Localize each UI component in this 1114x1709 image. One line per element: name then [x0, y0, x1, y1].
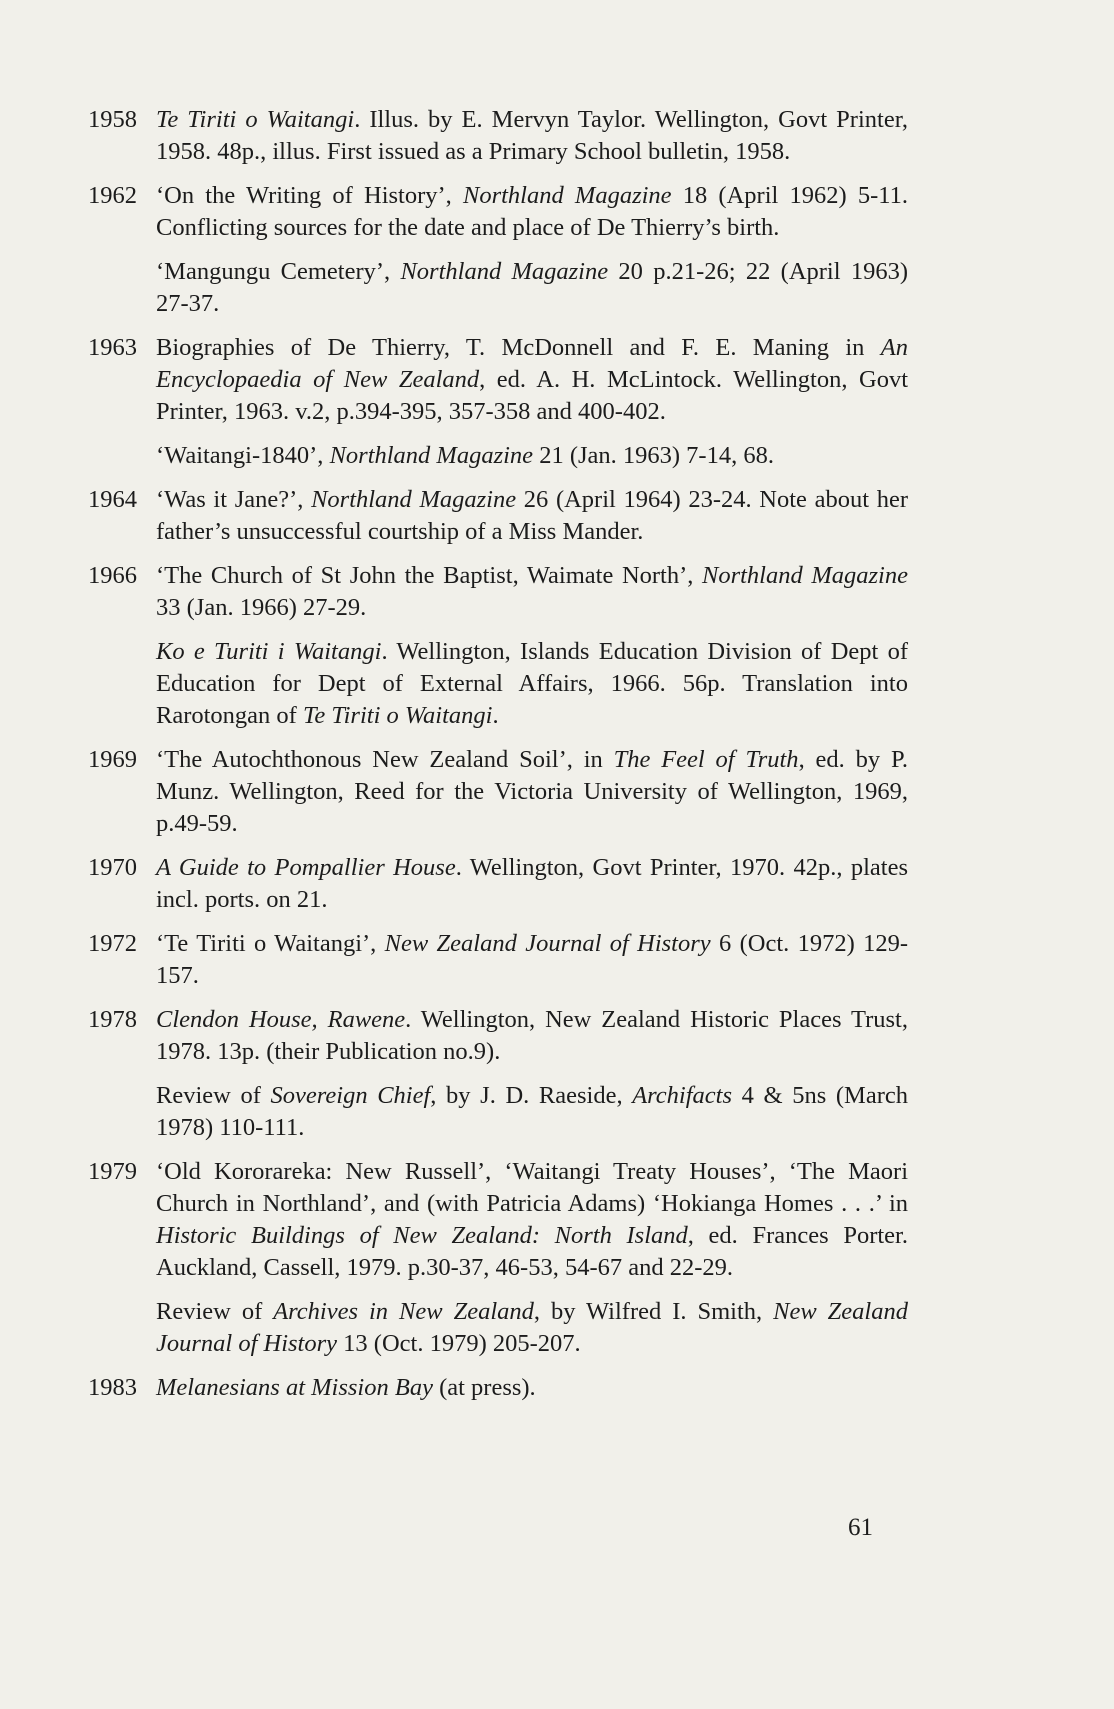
text-run: Biographies of De Thierry, T. McDonnell and F. E. Maning in — [156, 334, 881, 361]
italic-title: Archives in New Zealand — [273, 1298, 534, 1325]
page-number: 61 — [848, 1514, 873, 1541]
bibliography-entry — [88, 928, 908, 992]
italic-title: Te Tiriti o Waitangi — [156, 106, 355, 133]
italic-title: Clendon House, Rawene — [156, 1006, 406, 1033]
italic-title: New Zealand Journal of History — [384, 930, 711, 957]
entry-year: 1963 — [88, 334, 137, 361]
entry-year: 1978 — [88, 1006, 137, 1033]
bibliography-entry — [88, 852, 908, 916]
entry-text — [156, 1296, 908, 1360]
text-run: Review of — [156, 1298, 274, 1325]
text-run: 13 (Oct. 1979) 205-207. — [337, 1330, 581, 1357]
entry-year: 1958 — [88, 106, 137, 133]
italic-title: New Zealand Journal of History — [156, 1298, 908, 1357]
text-run: ‘On the Writing of History’, — [156, 182, 463, 209]
entry-text — [156, 104, 908, 168]
bibliography-entry — [88, 484, 908, 548]
entry-text — [156, 256, 908, 320]
text-run: . Wellington, Islands Education Division of Dept of Education for Dept of External Affairs, 1966. 56p. Translation into Rarotongan of — [156, 638, 908, 729]
text-run: ‘Mangungu Cemetery’, — [156, 258, 401, 285]
entry-year: 1964 — [88, 486, 137, 513]
text-run: , ed. Frances Porter. Auckland, Cassell, 1979. p.30-37, 46-53, 54-67 and 22-29. — [156, 1222, 908, 1281]
text-run: . Illus. by E. Mervyn Taylor. Wellington, Govt Printer, 1958. 48p., illus. First issued as a Primary School bulletin, 1958. — [156, 106, 908, 165]
text-run: ‘Was it Jane?’, — [156, 486, 312, 513]
entry-text — [156, 560, 908, 624]
entry-year: 1979 — [88, 1158, 137, 1185]
italic-title: Northland Magazine — [702, 562, 908, 589]
text-run: , ed. by P. Munz. Wellington, Reed for the Victoria University of Wellington, 1969, p.49-59. — [156, 746, 908, 837]
bibliography-entry — [88, 1372, 908, 1404]
italic-title: Northland Magazine — [311, 486, 517, 513]
entry-text — [156, 1080, 908, 1144]
italic-title: Sovereign Chief — [270, 1082, 431, 1109]
entry-year: 1970 — [88, 854, 137, 881]
text-run: 21 (Jan. 1963) 7-14, 68. — [533, 442, 774, 469]
entry-year: 1969 — [88, 746, 137, 773]
text-run: 20 p.21-26; 22 (April 1963) 27-37. — [156, 258, 909, 317]
bibliography-entry — [88, 180, 908, 320]
entry-text — [156, 636, 908, 732]
text-run: 33 (Jan. 1966) 27-29. — [156, 594, 367, 621]
italic-title: Historic Buildings of New Zealand: North Island — [156, 1222, 688, 1249]
italic-title: An Encyclopaedia of New Zealand — [156, 334, 908, 393]
entry-text — [156, 1004, 908, 1068]
italic-title: Northland Magazine — [462, 182, 672, 209]
italic-title: Archifacts — [632, 1082, 733, 1109]
bibliography-list — [88, 104, 908, 1416]
text-run: ‘Old Kororareka: New Russell’, ‘Waitangi Treaty Houses’, ‘The Maori Church in Northland’, and (with Patricia Adams) ‘Hokianga Homes . . .’ in — [156, 1158, 908, 1217]
text-run: 18 (April 1962) 5-11. Conflicting sources for the date and place of De Thierry’s birth. — [156, 182, 908, 241]
text-run: 26 (April 1964) 23-24. Note about her father’s unsuccessful courtship of a Miss Mander. — [156, 486, 908, 545]
entry-text — [156, 1372, 908, 1404]
bibliography-entry — [88, 332, 908, 472]
entry-year: 1983 — [88, 1374, 137, 1401]
entry-text — [156, 440, 908, 472]
entry-text — [156, 1156, 908, 1284]
text-run: , by J. D. Raeside, — [430, 1082, 633, 1109]
text-run: . — [492, 702, 499, 729]
text-run: ‘The Autochthonous New Zealand Soil’, in — [156, 746, 614, 773]
entry-year: 1966 — [88, 562, 137, 589]
text-run: 4 & 5ns (March 1978) 110-111. — [156, 1082, 908, 1141]
italic-title: Ko e Turiti i Waitangi — [156, 638, 382, 665]
entry-text — [156, 180, 908, 244]
bibliography-entry — [88, 744, 908, 840]
italic-title: A Guide to Pompallier House — [156, 854, 456, 881]
entry-text — [156, 332, 908, 428]
bibliography-entry — [88, 560, 908, 732]
entry-text — [156, 744, 908, 840]
text-run: Review of — [156, 1082, 271, 1109]
entry-text — [156, 852, 908, 916]
bibliography-entry — [88, 1156, 908, 1360]
text-run: . Wellington, Govt Printer, 1970. 42p., plates incl. ports. on 21. — [156, 854, 909, 913]
text-run: ‘The Church of St John the Baptist, Waimate North’, — [156, 562, 702, 589]
italic-title: The Feel of Truth — [613, 746, 799, 773]
entry-year: 1972 — [88, 930, 137, 957]
entry-text — [156, 928, 908, 992]
italic-title: Northland Magazine — [329, 442, 534, 469]
italic-title: Melanesians at Mission Bay — [156, 1374, 433, 1401]
text-run: ‘Te Tiriti o Waitangi’, — [156, 930, 385, 957]
text-run: . Wellington, New Zealand Historic Places Trust, 1978. 13p. (their Publication no.9). — [156, 1006, 908, 1065]
bibliography-entry — [88, 1004, 908, 1144]
entry-text — [156, 484, 908, 548]
text-run: , ed. A. H. McLintock. Wellington, Govt Printer, 1963. v.2, p.394-395, 357-358 and 400-402. — [156, 366, 909, 425]
text-run: , by Wilfred I. Smith, — [533, 1298, 774, 1325]
entry-year: 1962 — [88, 182, 137, 209]
text-run: (at press). — [432, 1374, 536, 1401]
text-run: 6 (Oct. 1972) 129-157. — [156, 930, 909, 989]
bibliography-entry — [88, 104, 908, 168]
italic-title: Northland Magazine — [400, 258, 609, 285]
italic-title: Te Tiriti o Waitangi — [302, 702, 493, 729]
text-run: ‘Waitangi-1840’, — [156, 442, 330, 469]
